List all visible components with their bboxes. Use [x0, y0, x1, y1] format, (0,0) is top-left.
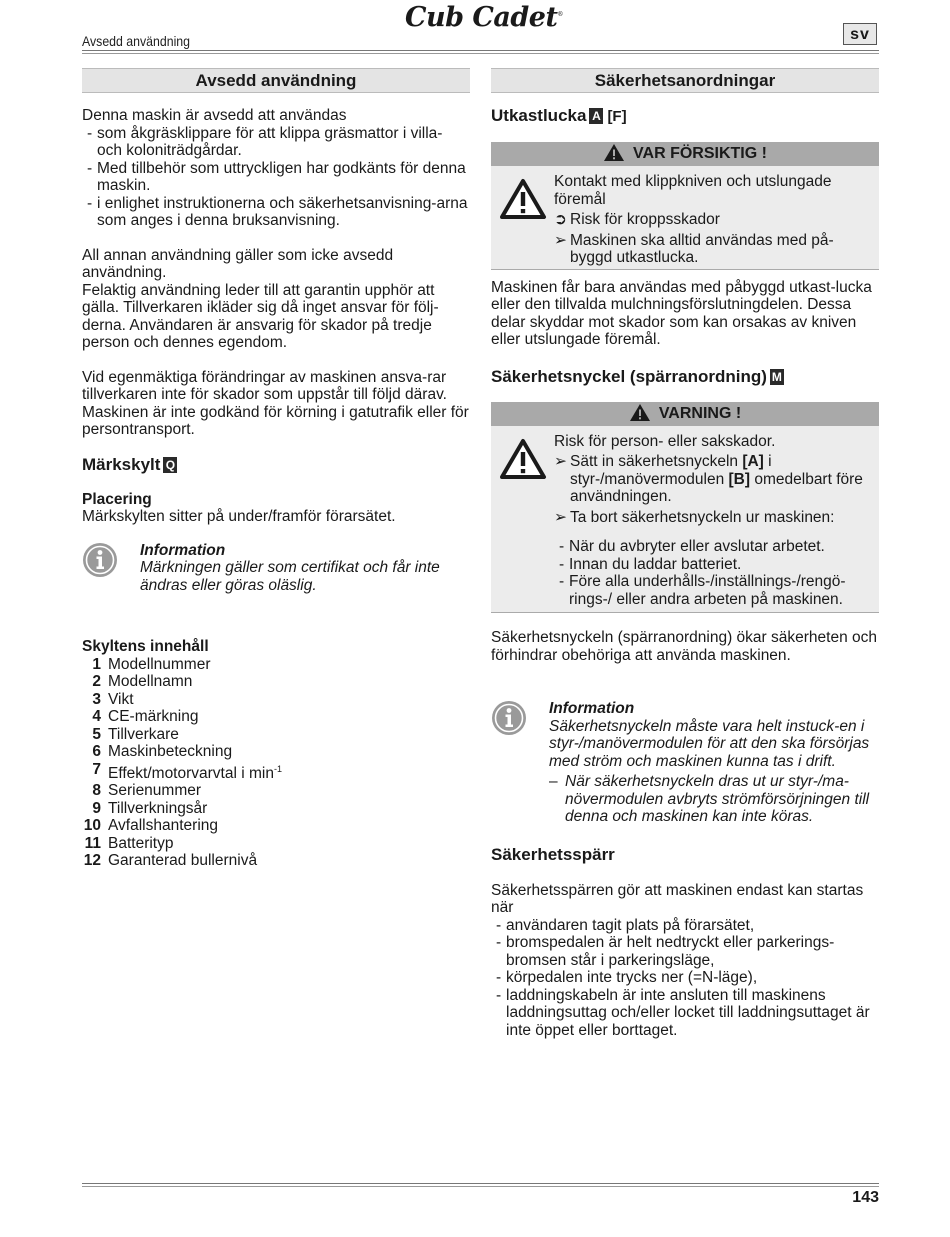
list-item: - bromspedalen är helt nedtryckt eller parkerings-bromsen står i parkeringsläge, — [491, 934, 879, 969]
list-item: Batterityp — [108, 834, 174, 852]
intro-text: Denna maskin är avsedd att användas — [82, 107, 347, 124]
paragraph: All annan användning gäller som icke avsedd användning. — [82, 246, 394, 281]
list-item: Tillverkningsår — [108, 799, 208, 817]
right-column — [491, 68, 879, 1039]
header-rule — [82, 50, 879, 51]
list-item: - Innan du laddar batteriet. — [554, 556, 873, 574]
language-badge: sv — [843, 23, 877, 45]
list-item: - användaren tagit plats på förarsätet, — [491, 917, 879, 935]
subheading-placement: Placering — [82, 490, 152, 508]
heading-rating-plate: Märkskylt Q — [82, 454, 470, 476]
paragraph: Säkerhetsnyckeln (spärranordning) ökar säkerheten och förhindrar obehöriga att använda maskinen. — [491, 629, 877, 664]
info-title: Information — [549, 700, 635, 717]
list-item: Garanterad bullernivå — [108, 852, 258, 870]
action-line: ➢ Sätt in säkerhetsnyckeln [A] i styr-/manövermodulen [B] omedelbart före användningen. — [554, 453, 863, 505]
list-item: Modellnamn — [108, 673, 193, 690]
info-note — [82, 542, 470, 595]
left-column — [82, 68, 470, 870]
list-item: Avfallshantering — [108, 817, 219, 835]
list-item: Vikt — [108, 690, 134, 708]
page-number: 143 — [852, 1189, 879, 1206]
brand-logo: Cub Cadet® — [405, 2, 563, 33]
arrow-right-icon: ➲ — [554, 211, 567, 228]
info-icon — [82, 542, 118, 578]
list-item: Maskinbeteckning — [108, 743, 233, 760]
paragraph: Felaktig användning leder till att garantin upphör att gälla. Tillverkaren ikläder sig då inget ansvar för följ-derna. Användaren är ansvarig för skador på tredje person och dennes egendom. — [82, 281, 439, 351]
info-note — [491, 700, 879, 826]
interlock-intro: Säkerhetsspärren gör att maskinen endast kan startas när — [491, 881, 864, 916]
list-item: - Med tillbehör som uttryckligen har godkänts för denna maskin. — [82, 160, 470, 195]
chevron-right-icon: ➢ — [554, 231, 567, 249]
header-rule-thin — [82, 53, 879, 54]
warning-box — [491, 402, 879, 614]
chevron-right-icon: ➢ — [554, 508, 567, 526]
list-item: - Före alla underhålls-/inställnings-/rengö-rings-/ eller andra arbeten på maskinen. — [554, 573, 873, 608]
list-item: CE-märkning — [108, 708, 199, 725]
info-text: Säkerhetsnyckeln måste vara helt instuck-en i styr-/manövermodulen för att den ska försörjas med ström och maskinen kunna tas i drift. — [549, 717, 870, 770]
list-item: - körpedalen inte trycks ner (=N-läge), — [491, 969, 879, 987]
subheading-plate-contents: Skyltens innehåll — [82, 638, 209, 655]
heading-safety-interlock: Säkerhetsspärr — [491, 844, 615, 864]
list-item: Serienummer — [108, 782, 202, 800]
list-item: - som åkgräsklippare för att klippa gräsmattor i villa- och koloniträdgårdar. — [82, 125, 470, 160]
list-item: - laddningskabeln är inte ansluten till maskinens laddningsuttag och/eller locket till laddningsuttaget är inte öppet eller borttaget. — [491, 987, 879, 1040]
paragraph: Maskinen är inte godkänd för körning i gatutrafik eller för persontransport. — [82, 403, 469, 438]
footer-rule — [82, 1183, 879, 1184]
info-icon — [491, 700, 527, 736]
info-text: Märkningen gäller som certifikat och får inte ändras eller göras oläslig. — [140, 559, 440, 594]
warning-text: Risk för person- eller sakskador. — [554, 432, 776, 450]
info-title: Information — [140, 541, 226, 559]
warning-header: VARNING ! — [491, 402, 879, 426]
info-dash-item: – När säkerhetsnyckeln dras ut ur styr-/ma-növermodulen avbryts strömförsörjningen till denna och maskinen kan inte köras. — [549, 773, 879, 826]
paragraph: Maskinen får bara användas med påbyggd utkast-lucka eller den tillvalda mulchningsförslutningdelen. Dessa delar skyddar mot skador som kan orsakas av kniven eller utslungade föremål. — [491, 278, 872, 348]
list-item: Effekt/motorvarvtal i $\min^{-1}$ — [108, 763, 282, 782]
caution-text: Kontakt med klippkniven och utslungade föremål — [554, 173, 832, 208]
figure-tag: A — [589, 108, 603, 124]
placement-text: Märkskylten sitter på under/framför förarsätet. — [82, 508, 396, 525]
heading-discharge-flap: Utkastlucka A [F] — [491, 106, 627, 125]
action-line: ➢ Ta bort säkerhetsnyckeln ur maskinen: — [554, 508, 835, 526]
paragraph: Vid egenmäktiga förändringar av maskinen ansva-rar tillverkaren inte för skador som uppstår till följd därav. — [82, 368, 447, 403]
list-item: - När du avbryter eller avslutar arbetet. — [554, 538, 873, 556]
section-title-intended-use: Avsedd användning — [82, 68, 470, 93]
section-title-safety-devices: Säkerhetsanordningar — [491, 68, 879, 93]
list-item: Tillverkare — [108, 725, 179, 743]
risk-line: ➲ Risk för kroppsskador — [554, 211, 720, 228]
warning-triangle-icon — [499, 178, 547, 220]
list-item: - i enlighet instruktionerna och säkerhetsanvisning-arna som anges i denna bruksanvisning. — [82, 195, 470, 230]
warning-icon — [603, 143, 625, 162]
heading-safety-key: Säkerhetsnyckel (spärranordning) M — [491, 366, 782, 386]
caution-box — [491, 142, 879, 270]
figure-tag: Q — [163, 457, 177, 473]
action-line: ➢ Maskinen ska alltid användas med på-byggd utkastlucka. — [554, 231, 834, 266]
warning-icon — [629, 403, 651, 422]
running-title: Avsedd användning — [82, 33, 191, 49]
plate-contents-list: 1 Modellnummer 2 Modellnamn 3 Vikt 4 CE-märkning 5 Tillverkare 6 Maskinbeteckning 7 Effekt/motorvarvtal i $\min^{-1}$ 8 Serienummer 9 Tillverkningsår 10 Avfallshantering 11 Batterityp 12 Garanterad bullernivå — [82, 656, 470, 870]
caution-header: VAR FÖRSIKTIG ! — [491, 142, 879, 166]
warning-triangle-icon — [499, 438, 547, 480]
footer-rule-thin — [82, 1186, 879, 1187]
chevron-right-icon: ➢ — [554, 453, 567, 470]
list-item: Modellnummer — [108, 655, 211, 673]
figure-tag: M — [771, 369, 782, 384]
